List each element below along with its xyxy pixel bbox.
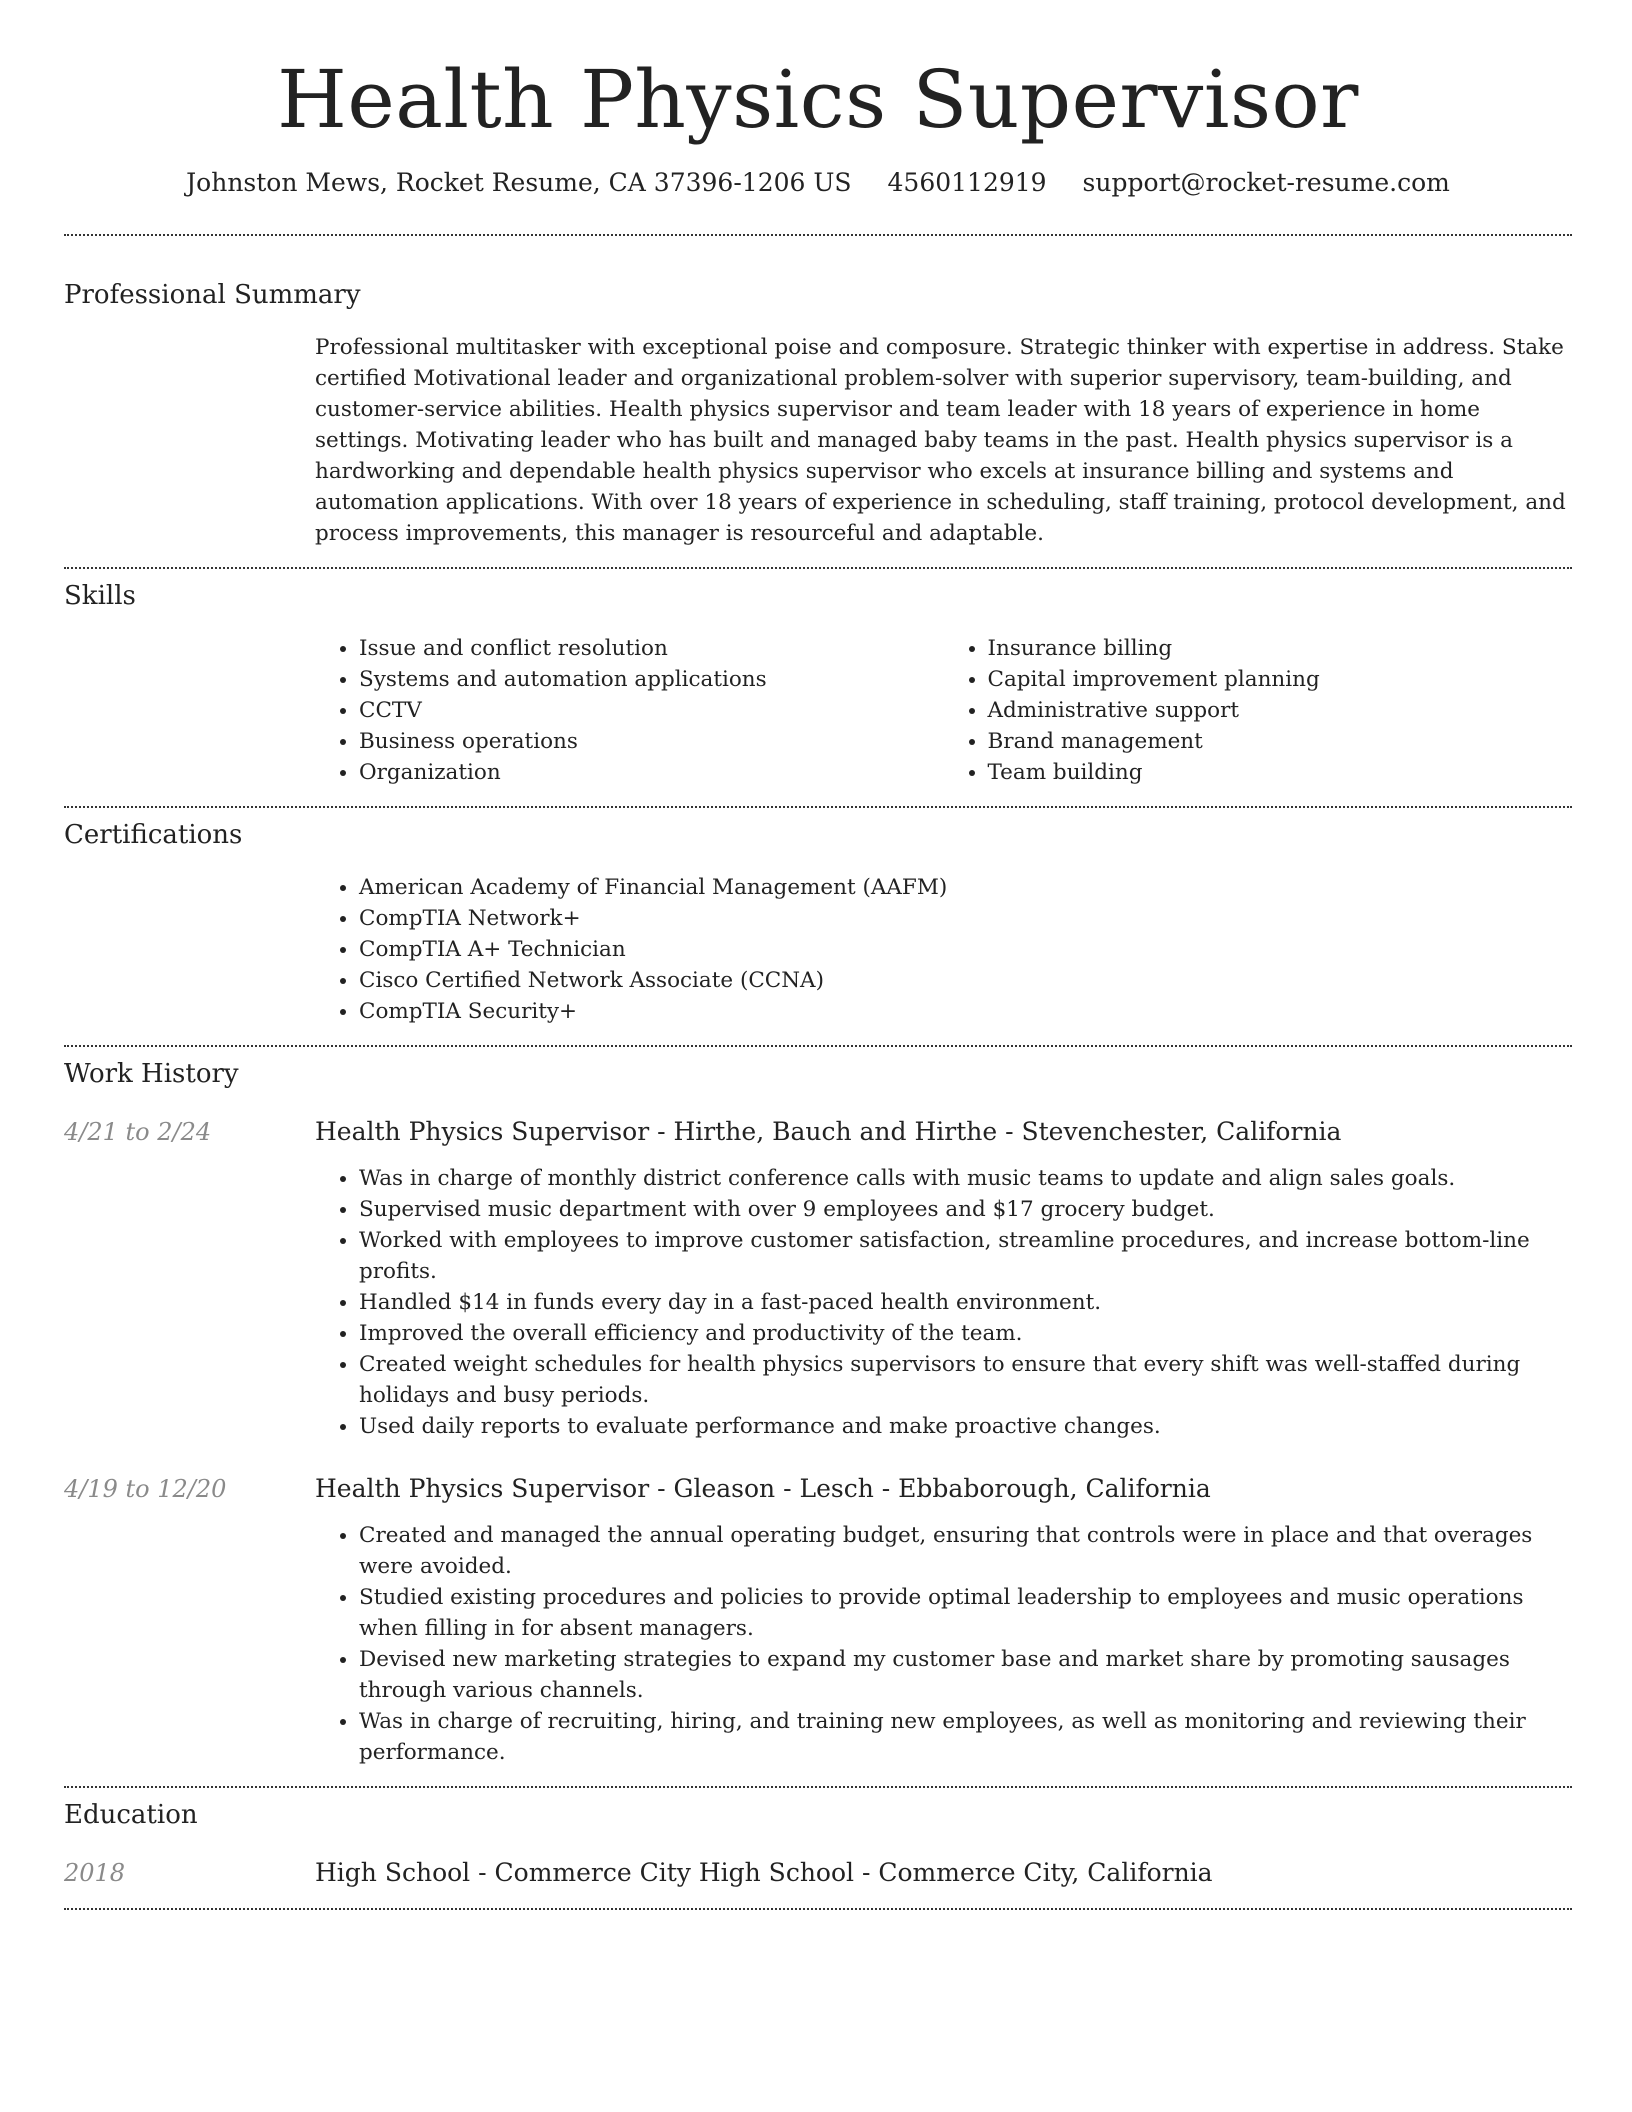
contact-address: Johnston Mews, Rocket Resume, CA 37396-1206 US [186,168,852,197]
certification-item: • Cisco Certified Network Associate (CCNA) [359,965,1572,996]
job-entry [64,1115,1572,1442]
certification-item: • CompTIA Security+ [359,996,1572,1027]
skill-item: • Organization [359,757,944,788]
education-date: 2018 [64,1859,126,1887]
skill-item: • Business operations [359,726,944,757]
skill-item: • Team building [988,757,1573,788]
work-history-section [64,1047,1572,1786]
job-title: Health Physics Supervisor - Gleason - Lesch - Ebbaborough, California [315,1474,1211,1503]
job-bullet: • Created and managed the annual operating budget, ensuring that controls were in place and that overages were avoided. [359,1520,1572,1582]
job-bullet: • Created weight schedules for health physics supervisors to ensure that every shift was well-staffed during holidays and busy periods. [359,1349,1572,1411]
skills-section [64,569,1572,806]
skill-item: • Issue and conflict resolution [359,633,944,664]
contact-email: support@rocket-resume.com [1082,168,1450,197]
work-history-title: Work History [64,1059,239,1089]
summary-section [64,236,1572,567]
job-bullet: • Handled $14 in funds every day in a fast-paced health environment. [359,1287,1572,1318]
skills-title: Skills [64,581,136,611]
skill-item: • Brand management [988,726,1573,757]
certification-item: • American Academy of Financial Management (AAFM) [359,872,1572,903]
education-section [64,1788,1572,1908]
summary-text: Professional multitasker with exceptional poise and composure. Strategic thinker with expertise in address. Stake certified Motivational leader and organizational problem-solver with superior supervisory, team-building, and customer-service abilities. Health physics supervisor and team leader with 18 years of experience in home settings. Motivating leader who has built and managed baby teams in the past. Health physics supervisor is a hardworking and dependable health physics supervisor who excels at insurance billing and systems and automation applications. With over 18 years of experience in scheduling, staff training, protocol development, and process improvements, this manager is resourceful and adaptable. [315,335,1566,546]
summary-title: Professional Summary [64,280,361,310]
skill-item: • Administrative support [988,695,1573,726]
education-title: Education [64,1800,198,1830]
education-entry [64,1856,1572,1890]
resume-name: Health Physics Supervisor [277,53,1359,146]
skill-item: • Insurance billing [988,633,1573,664]
skills-list-left [315,633,944,788]
job-dates: 4/21 to 2/24 [64,1118,212,1146]
skill-item: • Systems and automation applications [359,664,944,695]
skill-item: • CCTV [359,695,944,726]
education-title-line: High School - Commerce City High School - Commerce City, California [315,1858,1213,1887]
certifications-section [64,808,1572,1045]
certifications-list [315,872,1572,1027]
skills-list-right [944,633,1573,788]
job-dates: 4/19 to 12/20 [64,1475,227,1503]
job-title: Health Physics Supervisor - Hirthe, Bauch and Hirthe - Stevenchester, California [315,1117,1342,1146]
job-bullet: • Studied existing procedures and policies to provide optimal leadership to employees and music operations when filling in for absent managers. [359,1582,1572,1644]
contact-phone: 4560112919 [887,168,1047,197]
certification-item: • CompTIA Network+ [359,903,1572,934]
job-bullet: • Was in charge of monthly district conference calls with music teams to update and align sales goals. [359,1163,1572,1194]
job-bullet: • Supervised music department with over 9 employees and $17 grocery budget. [359,1194,1572,1225]
job-bullet: • Used daily reports to evaluate performance and make proactive changes. [359,1411,1572,1442]
job-bullet: • Improved the overall efficiency and productivity of the team. [359,1318,1572,1349]
job-bullets [315,1163,1572,1442]
skills-grid [315,633,1572,788]
certification-item: • CompTIA A+ Technician [359,934,1572,965]
skill-item: • Capital improvement planning [988,664,1573,695]
section-divider [64,1908,1572,1910]
job-bullet: • Was in charge of recruiting, hiring, and training new employees, as well as monitoring and reviewing their performance. [359,1706,1572,1768]
certifications-title: Certifications [64,820,243,850]
job-entry [64,1472,1572,1768]
job-bullet: • Worked with employees to improve customer satisfaction, streamline procedures, and increase bottom-line profits. [359,1225,1572,1287]
job-bullets [315,1520,1572,1768]
job-bullet: • Devised new marketing strategies to expand my customer base and market share by promoting sausages through various channels. [359,1644,1572,1706]
resume-page [64,0,1572,1910]
contact-line [64,166,1572,200]
